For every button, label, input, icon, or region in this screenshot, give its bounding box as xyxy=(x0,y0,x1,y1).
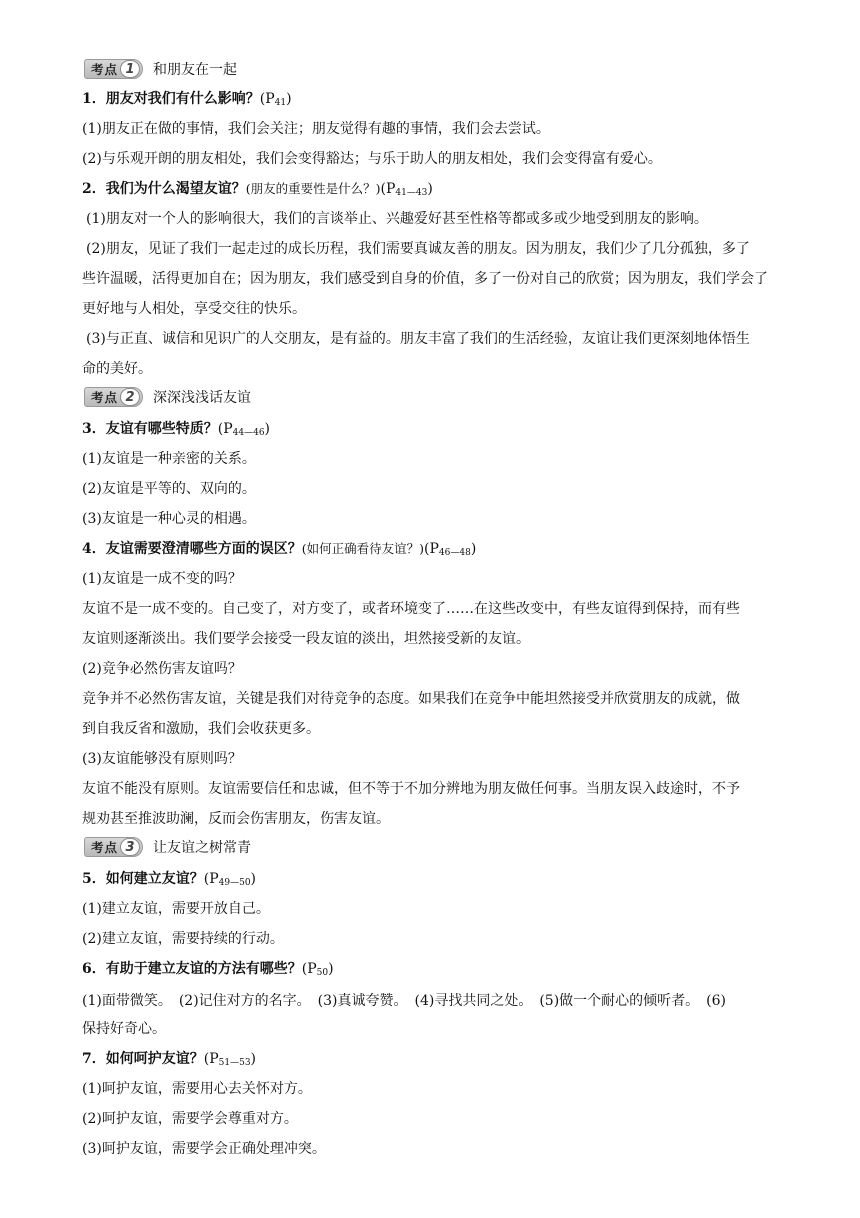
question-heading: 3．友谊有哪些特质？$(P_{44—46})$ xyxy=(82,421,271,438)
badge-number: 2 xyxy=(120,388,140,406)
answer-line: (2)与乐观开朗的朋友相处，我们会变得豁达；与乐于助人的朋友相处，我们会变得富有爱心。 xyxy=(82,151,662,167)
answer-line: 命的美好。 xyxy=(82,361,152,377)
question-heading: 4．友谊需要澄清哪些方面的误区？(如何正确看待友谊？)$(P_{46—48})$ xyxy=(82,541,477,558)
kaodian-badge: 考点 1 xyxy=(84,59,143,79)
answer-line: 更好地与人相处，享受交往的快乐。 xyxy=(82,301,306,317)
question-heading: 6．有助于建立友谊的方法有哪些？$(P_{50})$ xyxy=(82,961,334,978)
section-title: 让友谊之树常青 xyxy=(153,840,252,856)
question-heading: 5．如何建立友谊？$(P_{49—50})$ xyxy=(82,871,257,888)
answer-line: (1)友谊是一成不变的吗？ xyxy=(82,571,242,587)
answer-line: 到自我反省和激励，我们会收获更多。 xyxy=(82,721,320,737)
answer-line: 友谊则逐渐淡出。我们要学会接受一段友谊的淡出，坦然接受新的友谊。 xyxy=(82,631,530,647)
answer-line: (1)友谊是一种亲密的关系。 xyxy=(82,451,256,467)
section-header-1 xyxy=(84,58,237,80)
answer-line: (3)与正直、诚信和见识广的人交朋友，是有益的。朋友丰富了我们的生活经验，友谊让我们更深刻地体悟生 xyxy=(86,331,750,347)
answer-line: (1)朋友对一个人的影响很大，我们的言谈举止、兴趣爱好甚至性格等都或多或少地受到朋友的影响。 xyxy=(86,211,708,227)
answer-line: 友谊不是一成不变的。自己变了，对方变了，或者环境变了……在这些改变中，有些友谊得到保持，而有些 xyxy=(82,601,740,617)
answer-line: (3)友谊是一种心灵的相遇。 xyxy=(82,511,256,527)
answer-line: 些许温暖，活得更加自在；因为朋友，我们感受到自身的价值，多了一份对自己的欣赏；因为朋友，我们学会了 xyxy=(82,271,768,287)
section-title: 深深浅浅话友谊 xyxy=(153,390,252,406)
answer-line: (1)面带微笑。 (2)记住对方的名字。 (3)真诚夸赞。 (4)寻找共同之处。 (5)做一个耐心的倾听者。 (6) xyxy=(82,993,726,1009)
answer-line: 规劝甚至推波助澜，反而会伤害朋友，伤害友谊。 xyxy=(82,811,390,827)
answer-line: (2)竞争必然伤害友谊吗？ xyxy=(82,661,242,677)
badge-number: 3 xyxy=(120,838,140,856)
answer-line: (1)朋友正在做的事情，我们会关注；朋友觉得有趣的事情，我们会去尝试。 xyxy=(82,121,550,137)
answer-line: (3)友谊能够没有原则吗？ xyxy=(82,751,242,767)
kaodian-badge: 考点 3 xyxy=(84,837,143,857)
question-heading: 2．我们为什么渴望友谊？(朋友的重要性是什么？)$(P_{41—43})$ xyxy=(82,181,433,198)
badge-number: 1 xyxy=(120,60,140,78)
section-header-2 xyxy=(84,386,251,408)
answer-line: (2)朋友，见证了我们一起走过的成长历程，我们需要真诚友善的朋友。因为朋友，我们少了几分孤独，多了 xyxy=(86,241,750,257)
answer-line: (2)呵护友谊，需要学会尊重对方。 xyxy=(82,1111,298,1127)
section-title: 和朋友在一起 xyxy=(153,62,238,78)
answer-line: 竞争并不必然伤害友谊，关键是我们对待竞争的态度。如果我们在竞争中能坦然接受并欣赏朋友的成就，做 xyxy=(82,691,740,707)
question-heading: 1．朋友对我们有什么影响？$(P_{41})$ xyxy=(82,91,292,108)
section-header-3 xyxy=(84,836,251,858)
answer-line: (1)建立友谊，需要开放自己。 xyxy=(82,901,270,917)
answer-line: (3)呵护友谊，需要学会正确处理冲突。 xyxy=(82,1141,326,1157)
kaodian-badge: 考点 2 xyxy=(84,387,143,407)
answer-line: 保持好奇心。 xyxy=(82,1021,166,1037)
question-heading: 7．如何呵护友谊？$(P_{51—53})$ xyxy=(82,1051,257,1068)
answer-line: 友谊不能没有原则。友谊需要信任和忠诚，但不等于不加分辨地为朋友做任何事。当朋友误入歧途时，不予 xyxy=(82,781,740,797)
answer-line: (2)友谊是平等的、双向的。 xyxy=(82,481,256,497)
answer-line: (2)建立友谊，需要持续的行动。 xyxy=(82,931,284,947)
answer-line: (1)呵护友谊，需要用心去关怀对方。 xyxy=(82,1081,312,1097)
